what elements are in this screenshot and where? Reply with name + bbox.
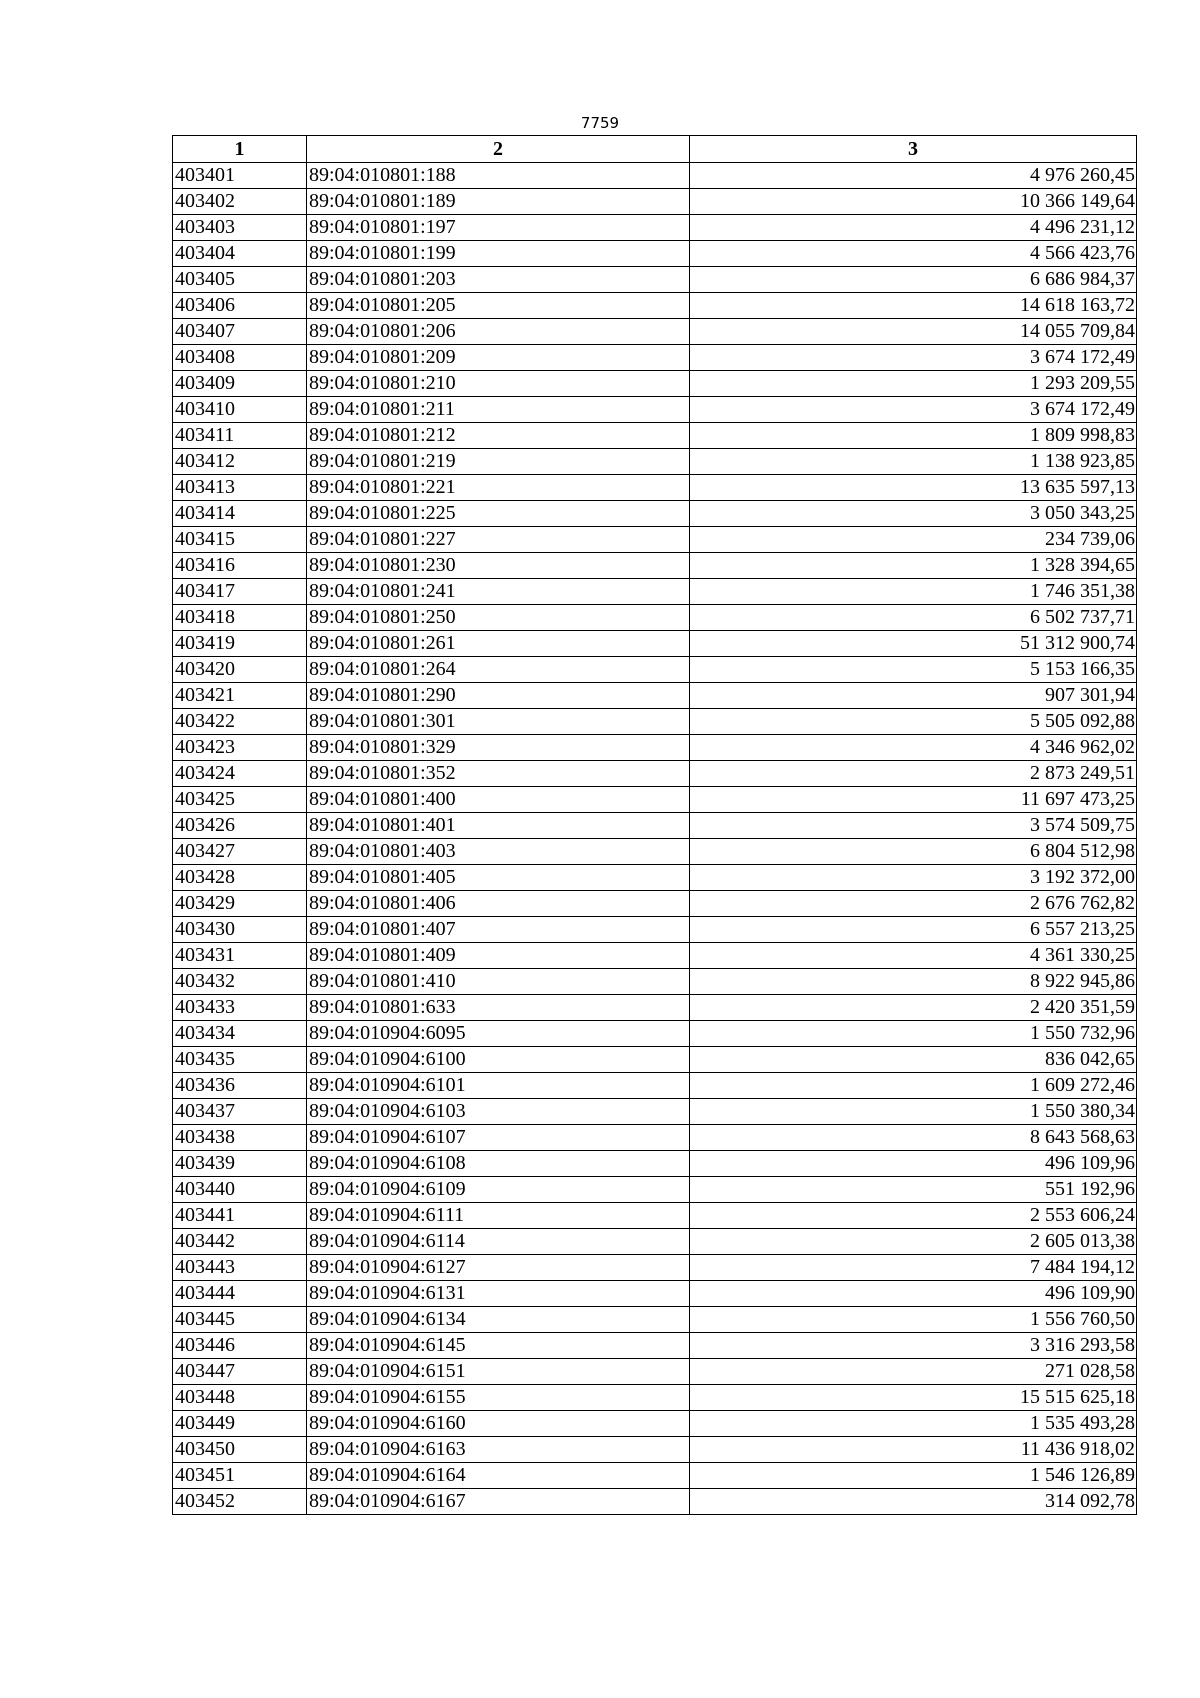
row-number-cell: 403431 xyxy=(173,943,307,969)
cadastral-number-cell: 89:04:010904:6160 xyxy=(307,1411,690,1437)
row-number-cell: 403408 xyxy=(173,345,307,371)
cadastral-value-cell: 234 739,06 xyxy=(690,527,1137,553)
cadastral-value-cell: 1 746 351,38 xyxy=(690,579,1137,605)
cadastral-number-cell: 89:04:010904:6131 xyxy=(307,1281,690,1307)
table-row xyxy=(173,891,1137,917)
table-row xyxy=(173,1463,1137,1489)
row-number-cell: 403430 xyxy=(173,917,307,943)
cadastral-value-cell: 3 192 372,00 xyxy=(690,865,1137,891)
header-row xyxy=(173,136,1137,163)
cadastral-value-cell: 2 873 249,51 xyxy=(690,761,1137,787)
row-number-cell: 403415 xyxy=(173,527,307,553)
row-number-cell: 403404 xyxy=(173,241,307,267)
cadastral-value-cell: 3 050 343,25 xyxy=(690,501,1137,527)
table-row xyxy=(173,371,1137,397)
row-number-cell: 403426 xyxy=(173,813,307,839)
cadastral-number-cell: 89:04:010904:6103 xyxy=(307,1099,690,1125)
row-number-cell: 403440 xyxy=(173,1177,307,1203)
cadastral-value-cell: 2 420 351,59 xyxy=(690,995,1137,1021)
row-number-cell: 403439 xyxy=(173,1151,307,1177)
row-number-cell: 403414 xyxy=(173,501,307,527)
row-number-cell: 403403 xyxy=(173,215,307,241)
table-row xyxy=(173,241,1137,267)
cadastral-value-cell: 1 328 394,65 xyxy=(690,553,1137,579)
cadastral-value-cell: 1 138 923,85 xyxy=(690,449,1137,475)
table-row xyxy=(173,995,1137,1021)
table-row xyxy=(173,605,1137,631)
table-row xyxy=(173,1099,1137,1125)
table-row xyxy=(173,1177,1137,1203)
column-header-3: 3 xyxy=(690,136,1137,163)
row-number-cell: 403427 xyxy=(173,839,307,865)
table-row xyxy=(173,319,1137,345)
table-row xyxy=(173,1359,1137,1385)
cadastral-value-cell: 11 697 473,25 xyxy=(690,787,1137,813)
cadastral-number-cell: 89:04:010801:407 xyxy=(307,917,690,943)
cadastral-number-cell: 89:04:010801:403 xyxy=(307,839,690,865)
row-number-cell: 403402 xyxy=(173,189,307,215)
table-row xyxy=(173,1333,1137,1359)
row-number-cell: 403425 xyxy=(173,787,307,813)
cadastral-number-cell: 89:04:010801:212 xyxy=(307,423,690,449)
table-row xyxy=(173,501,1137,527)
cadastral-value-cell: 13 635 597,13 xyxy=(690,475,1137,501)
row-number-cell: 403416 xyxy=(173,553,307,579)
cadastral-number-cell: 89:04:010801:221 xyxy=(307,475,690,501)
cadastral-number-cell: 89:04:010801:227 xyxy=(307,527,690,553)
cadastral-value-cell: 4 976 260,45 xyxy=(690,163,1137,189)
table-row xyxy=(173,787,1137,813)
row-number-cell: 403433 xyxy=(173,995,307,1021)
table-row xyxy=(173,527,1137,553)
table-row xyxy=(173,215,1137,241)
cadastral-number-cell: 89:04:010801:197 xyxy=(307,215,690,241)
row-number-cell: 403444 xyxy=(173,1281,307,1307)
row-number-cell: 403442 xyxy=(173,1229,307,1255)
cadastral-number-cell: 89:04:010801:406 xyxy=(307,891,690,917)
cadastral-value-cell: 6 686 984,37 xyxy=(690,267,1137,293)
cadastral-number-cell: 89:04:010801:205 xyxy=(307,293,690,319)
cadastral-number-cell: 89:04:010904:6167 xyxy=(307,1489,690,1515)
table-row xyxy=(173,631,1137,657)
cadastral-value-cell: 1 609 272,46 xyxy=(690,1073,1137,1099)
table-row xyxy=(173,1437,1137,1463)
cadastral-value-cell: 3 316 293,58 xyxy=(690,1333,1137,1359)
row-number-cell: 403449 xyxy=(173,1411,307,1437)
cadastral-number-cell: 89:04:010801:241 xyxy=(307,579,690,605)
table-row xyxy=(173,1229,1137,1255)
cadastral-value-table xyxy=(172,135,1137,1515)
table-row xyxy=(173,865,1137,891)
cadastral-value-cell: 7 484 194,12 xyxy=(690,1255,1137,1281)
table-row xyxy=(173,761,1137,787)
cadastral-value-cell: 496 109,90 xyxy=(690,1281,1137,1307)
row-number-cell: 403401 xyxy=(173,163,307,189)
cadastral-value-cell: 6 502 737,71 xyxy=(690,605,1137,631)
row-number-cell: 403412 xyxy=(173,449,307,475)
table-row xyxy=(173,1151,1137,1177)
cadastral-number-cell: 89:04:010801:410 xyxy=(307,969,690,995)
cadastral-number-cell: 89:04:010801:211 xyxy=(307,397,690,423)
row-number-cell: 403434 xyxy=(173,1021,307,1047)
row-number-cell: 403436 xyxy=(173,1073,307,1099)
cadastral-value-cell: 5 153 166,35 xyxy=(690,657,1137,683)
cadastral-number-cell: 89:04:010801:199 xyxy=(307,241,690,267)
table-row xyxy=(173,345,1137,371)
table-row xyxy=(173,189,1137,215)
cadastral-number-cell: 89:04:010904:6108 xyxy=(307,1151,690,1177)
table-row xyxy=(173,1203,1137,1229)
cadastral-value-cell: 3 674 172,49 xyxy=(690,345,1137,371)
cadastral-number-cell: 89:04:010801:264 xyxy=(307,657,690,683)
cadastral-number-cell: 89:04:010801:210 xyxy=(307,371,690,397)
cadastral-number-cell: 89:04:010904:6111 xyxy=(307,1203,690,1229)
row-number-cell: 403424 xyxy=(173,761,307,787)
row-number-cell: 403405 xyxy=(173,267,307,293)
table-row xyxy=(173,1307,1137,1333)
cadastral-number-cell: 89:04:010904:6134 xyxy=(307,1307,690,1333)
row-number-cell: 403443 xyxy=(173,1255,307,1281)
cadastral-number-cell: 89:04:010801:409 xyxy=(307,943,690,969)
cadastral-value-cell: 551 192,96 xyxy=(690,1177,1137,1203)
table-row xyxy=(173,1125,1137,1151)
table-row xyxy=(173,579,1137,605)
row-number-cell: 403450 xyxy=(173,1437,307,1463)
row-number-cell: 403420 xyxy=(173,657,307,683)
table-row xyxy=(173,163,1137,189)
row-number-cell: 403452 xyxy=(173,1489,307,1515)
cadastral-value-cell: 1 293 209,55 xyxy=(690,371,1137,397)
table-row xyxy=(173,1021,1137,1047)
cadastral-number-cell: 89:04:010801:633 xyxy=(307,995,690,1021)
table-row xyxy=(173,1385,1137,1411)
row-number-cell: 403418 xyxy=(173,605,307,631)
cadastral-value-cell: 6 557 213,25 xyxy=(690,917,1137,943)
cadastral-value-cell: 8 643 568,63 xyxy=(690,1125,1137,1151)
table-row xyxy=(173,969,1137,995)
cadastral-value-cell: 1 809 998,83 xyxy=(690,423,1137,449)
cadastral-value-cell: 907 301,94 xyxy=(690,683,1137,709)
row-number-cell: 403432 xyxy=(173,969,307,995)
cadastral-value-cell: 8 922 945,86 xyxy=(690,969,1137,995)
cadastral-value-cell: 4 566 423,76 xyxy=(690,241,1137,267)
cadastral-number-cell: 89:04:010904:6151 xyxy=(307,1359,690,1385)
row-number-cell: 403422 xyxy=(173,709,307,735)
cadastral-number-cell: 89:04:010801:352 xyxy=(307,761,690,787)
cadastral-value-cell: 2 676 762,82 xyxy=(690,891,1137,917)
cadastral-number-cell: 89:04:010801:203 xyxy=(307,267,690,293)
table-row xyxy=(173,1047,1137,1073)
cadastral-value-cell: 2 605 013,38 xyxy=(690,1229,1137,1255)
table-body xyxy=(173,163,1137,1515)
cadastral-number-cell: 89:04:010801:250 xyxy=(307,605,690,631)
cadastral-number-cell: 89:04:010904:6155 xyxy=(307,1385,690,1411)
cadastral-number-cell: 89:04:010801:401 xyxy=(307,813,690,839)
cadastral-value-cell: 1 535 493,28 xyxy=(690,1411,1137,1437)
cadastral-number-cell: 89:04:010904:6107 xyxy=(307,1125,690,1151)
row-number-cell: 403407 xyxy=(173,319,307,345)
cadastral-number-cell: 89:04:010801:290 xyxy=(307,683,690,709)
table-row xyxy=(173,449,1137,475)
table-row xyxy=(173,423,1137,449)
cadastral-number-cell: 89:04:010904:6095 xyxy=(307,1021,690,1047)
cadastral-value-cell: 1 546 126,89 xyxy=(690,1463,1137,1489)
table-row xyxy=(173,657,1137,683)
row-number-cell: 403438 xyxy=(173,1125,307,1151)
row-number-cell: 403409 xyxy=(173,371,307,397)
cadastral-number-cell: 89:04:010904:6164 xyxy=(307,1463,690,1489)
row-number-cell: 403447 xyxy=(173,1359,307,1385)
cadastral-number-cell: 89:04:010801:225 xyxy=(307,501,690,527)
table-row xyxy=(173,917,1137,943)
cadastral-number-cell: 89:04:010801:301 xyxy=(307,709,690,735)
row-number-cell: 403428 xyxy=(173,865,307,891)
column-header-2: 2 xyxy=(307,136,690,163)
cadastral-number-cell: 89:04:010904:6101 xyxy=(307,1073,690,1099)
table-row xyxy=(173,839,1137,865)
page-number: 7759 xyxy=(580,114,620,132)
cadastral-number-cell: 89:04:010904:6163 xyxy=(307,1437,690,1463)
table-row xyxy=(173,1411,1137,1437)
row-number-cell: 403441 xyxy=(173,1203,307,1229)
table-row xyxy=(173,943,1137,969)
cadastral-number-cell: 89:04:010904:6109 xyxy=(307,1177,690,1203)
row-number-cell: 403410 xyxy=(173,397,307,423)
cadastral-number-cell: 89:04:010801:230 xyxy=(307,553,690,579)
table-row xyxy=(173,267,1137,293)
row-number-cell: 403419 xyxy=(173,631,307,657)
cadastral-value-cell: 4 346 962,02 xyxy=(690,735,1137,761)
cadastral-value-cell: 14 618 163,72 xyxy=(690,293,1137,319)
row-number-cell: 403445 xyxy=(173,1307,307,1333)
row-number-cell: 403406 xyxy=(173,293,307,319)
cadastral-value-cell: 271 028,58 xyxy=(690,1359,1137,1385)
table-row xyxy=(173,475,1137,501)
row-number-cell: 403413 xyxy=(173,475,307,501)
cadastral-value-cell: 836 042,65 xyxy=(690,1047,1137,1073)
cadastral-number-cell: 89:04:010801:405 xyxy=(307,865,690,891)
cadastral-number-cell: 89:04:010801:206 xyxy=(307,319,690,345)
cadastral-value-cell: 11 436 918,02 xyxy=(690,1437,1137,1463)
cadastral-number-cell: 89:04:010904:6145 xyxy=(307,1333,690,1359)
cadastral-number-cell: 89:04:010801:261 xyxy=(307,631,690,657)
cadastral-number-cell: 89:04:010801:189 xyxy=(307,189,690,215)
table-row xyxy=(173,813,1137,839)
table-row xyxy=(173,397,1137,423)
cadastral-number-cell: 89:04:010904:6127 xyxy=(307,1255,690,1281)
row-number-cell: 403417 xyxy=(173,579,307,605)
row-number-cell: 403423 xyxy=(173,735,307,761)
column-header-1: 1 xyxy=(173,136,307,163)
cadastral-value-cell: 496 109,96 xyxy=(690,1151,1137,1177)
row-number-cell: 403446 xyxy=(173,1333,307,1359)
table-header xyxy=(173,136,1137,163)
table-row xyxy=(173,1073,1137,1099)
row-number-cell: 403448 xyxy=(173,1385,307,1411)
cadastral-value-cell: 5 505 092,88 xyxy=(690,709,1137,735)
cadastral-number-cell: 89:04:010801:219 xyxy=(307,449,690,475)
cadastral-value-cell: 3 574 509,75 xyxy=(690,813,1137,839)
table-row xyxy=(173,1281,1137,1307)
cadastral-value-cell: 6 804 512,98 xyxy=(690,839,1137,865)
row-number-cell: 403429 xyxy=(173,891,307,917)
table-row xyxy=(173,553,1137,579)
cadastral-number-cell: 89:04:010801:329 xyxy=(307,735,690,761)
row-number-cell: 403451 xyxy=(173,1463,307,1489)
row-number-cell: 403421 xyxy=(173,683,307,709)
cadastral-value-cell: 4 496 231,12 xyxy=(690,215,1137,241)
cadastral-value-cell: 10 366 149,64 xyxy=(690,189,1137,215)
table-row xyxy=(173,1255,1137,1281)
row-number-cell: 403435 xyxy=(173,1047,307,1073)
table-row xyxy=(173,709,1137,735)
table-row xyxy=(173,1489,1137,1515)
row-number-cell: 403437 xyxy=(173,1099,307,1125)
cadastral-value-cell: 4 361 330,25 xyxy=(690,943,1137,969)
cadastral-number-cell: 89:04:010904:6114 xyxy=(307,1229,690,1255)
cadastral-value-cell: 1 556 760,50 xyxy=(690,1307,1137,1333)
cadastral-value-cell: 14 055 709,84 xyxy=(690,319,1137,345)
cadastral-value-cell: 1 550 380,34 xyxy=(690,1099,1137,1125)
cadastral-number-cell: 89:04:010801:400 xyxy=(307,787,690,813)
cadastral-value-cell: 51 312 900,74 xyxy=(690,631,1137,657)
table-row xyxy=(173,683,1137,709)
table-row xyxy=(173,293,1137,319)
cadastral-value-cell: 1 550 732,96 xyxy=(690,1021,1137,1047)
cadastral-value-cell: 2 553 606,24 xyxy=(690,1203,1137,1229)
cadastral-value-cell: 314 092,78 xyxy=(690,1489,1137,1515)
row-number-cell: 403411 xyxy=(173,423,307,449)
cadastral-value-cell: 3 674 172,49 xyxy=(690,397,1137,423)
cadastral-value-cell: 15 515 625,18 xyxy=(690,1385,1137,1411)
cadastral-number-cell: 89:04:010801:209 xyxy=(307,345,690,371)
table-row xyxy=(173,735,1137,761)
cadastral-number-cell: 89:04:010801:188 xyxy=(307,163,690,189)
cadastral-number-cell: 89:04:010904:6100 xyxy=(307,1047,690,1073)
